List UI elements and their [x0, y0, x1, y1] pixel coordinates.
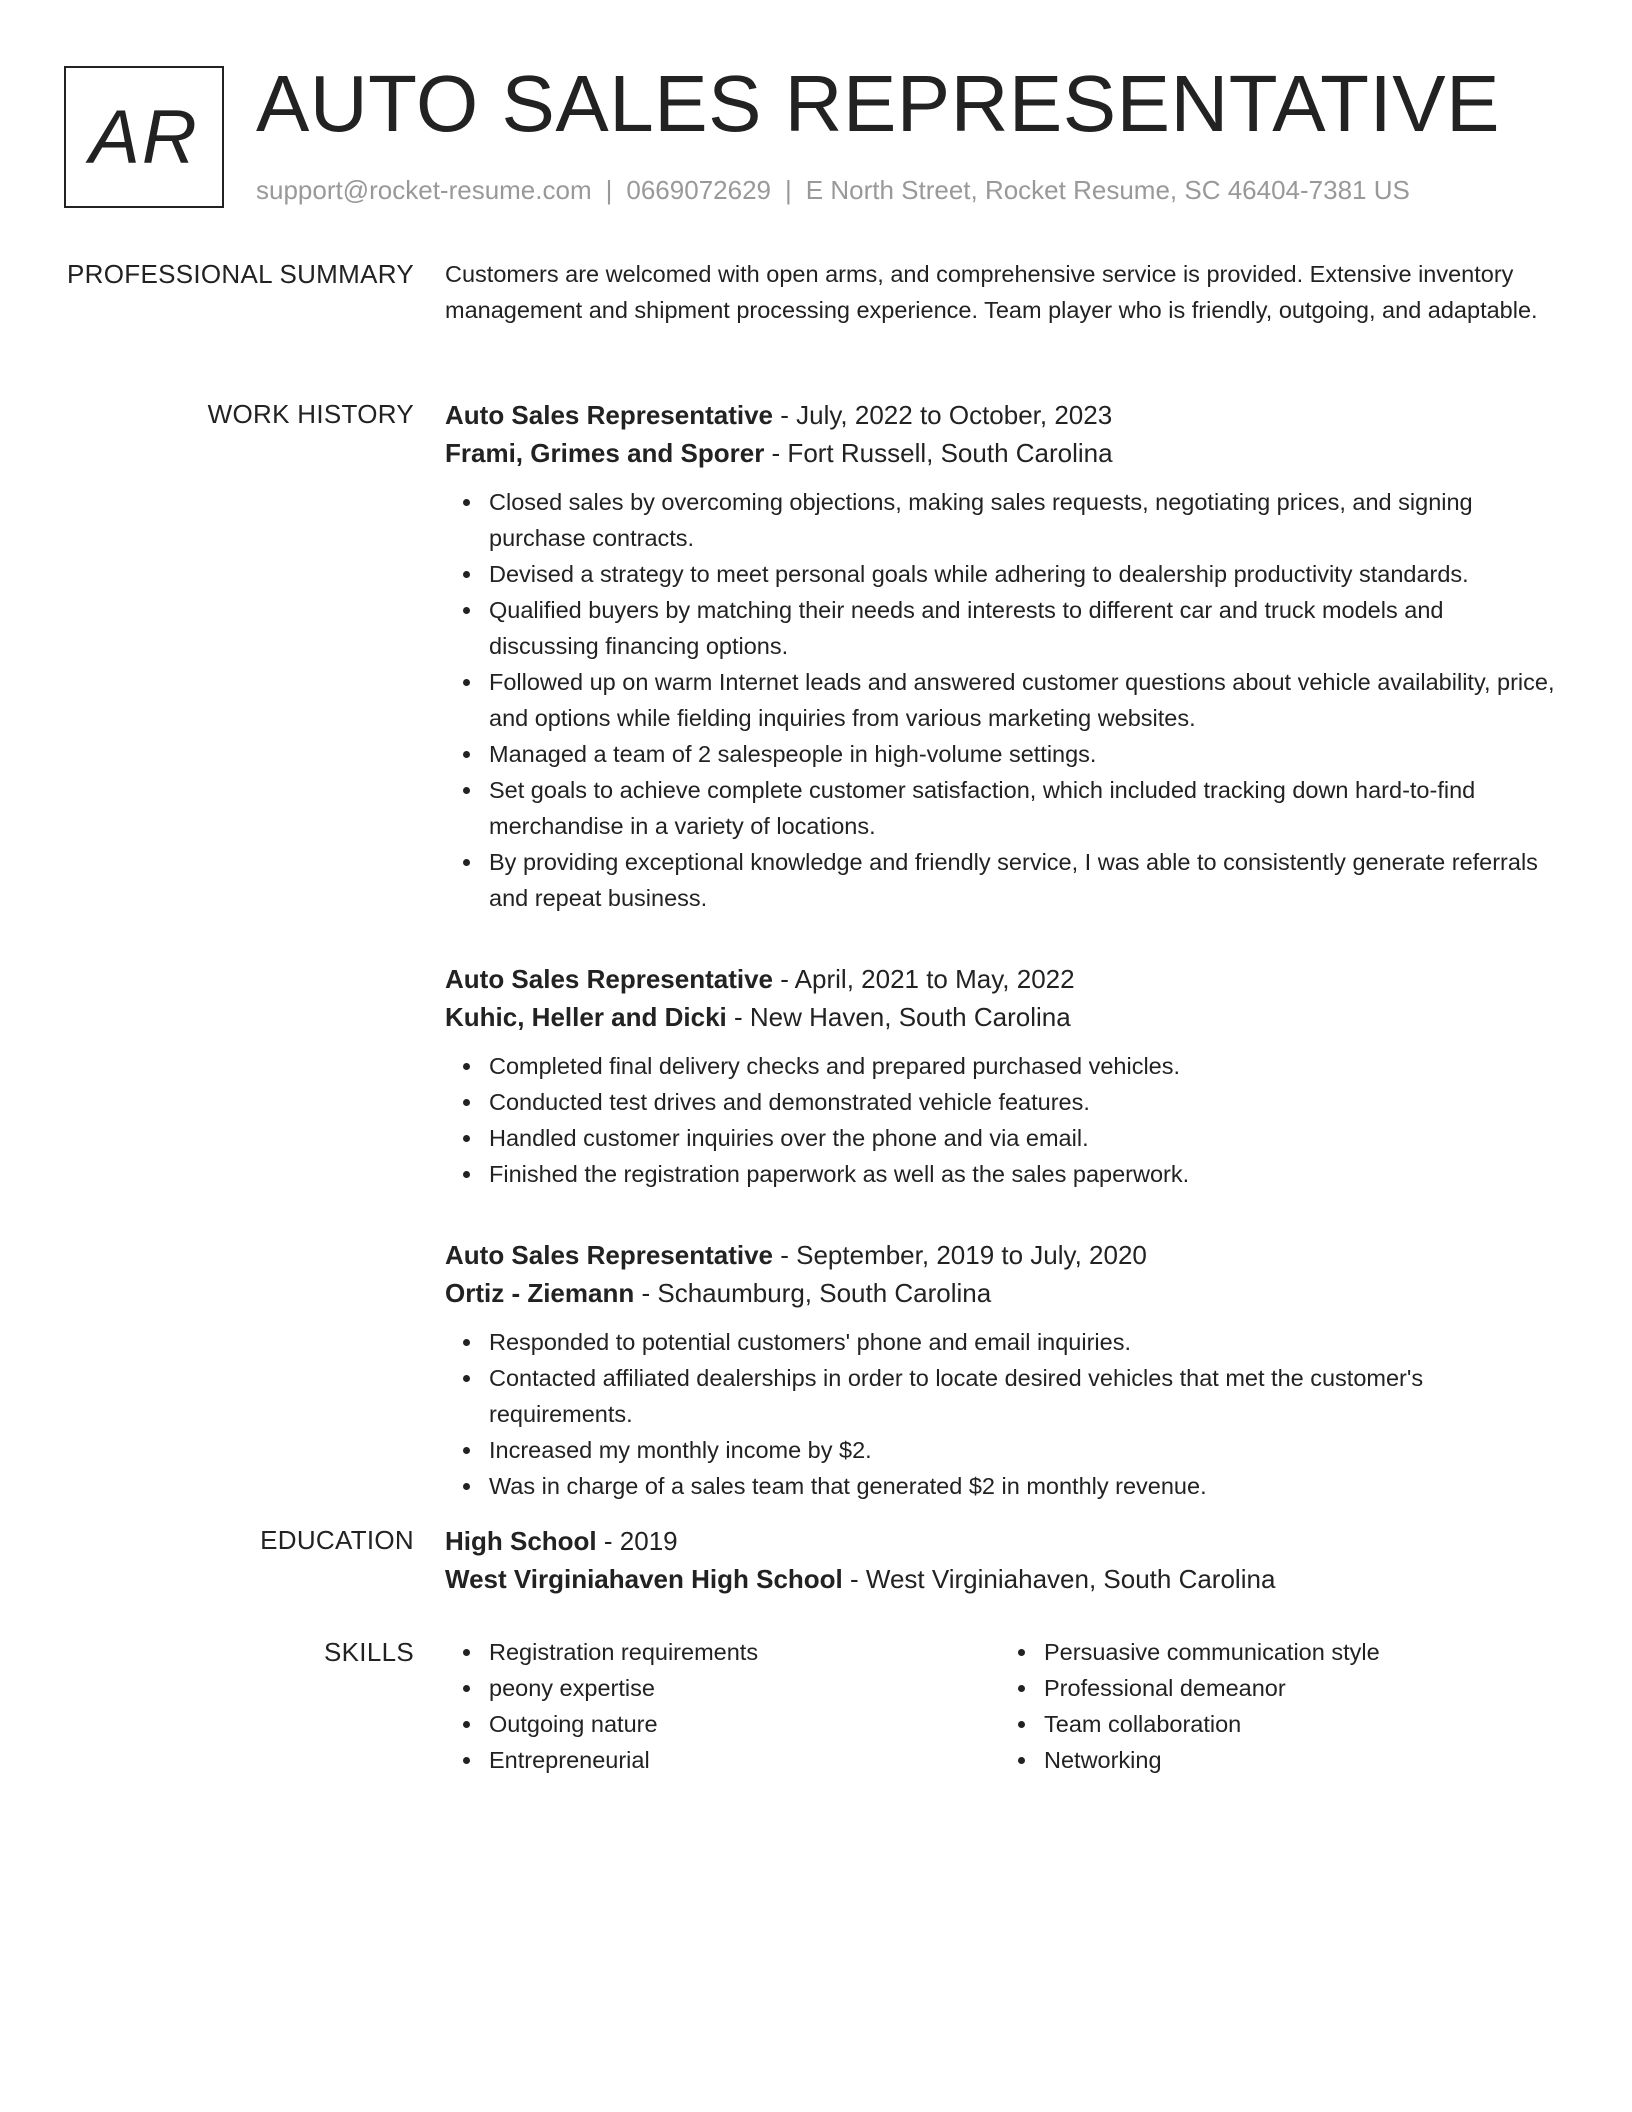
job-title: Auto Sales Representative	[445, 964, 774, 994]
contact-address: E North Street, Rocket Resume, SC 46404-7381 US	[805, 175, 1410, 205]
contact-separator: |	[785, 175, 792, 205]
contact-phone: 0669072629	[626, 175, 771, 205]
job-dates: - July, 2022 to October, 2023	[773, 400, 1113, 430]
job-bullet: Was in charge of a sales team that generated $2 in monthly revenue.	[489, 1468, 1555, 1504]
job-bullet: Managed a team of 2 salespeople in high-volume settings.	[489, 736, 1555, 772]
job-bullet: Increased my monthly income by $2.	[489, 1432, 1555, 1468]
job-company-line	[445, 1274, 1555, 1312]
job-title: Auto Sales Representative	[445, 400, 774, 430]
section-body	[445, 256, 1555, 328]
job-title-line	[445, 960, 1555, 998]
contact-separator: |	[605, 175, 613, 205]
education-degree: High School	[445, 1526, 597, 1556]
job-bullet: Followed up on warm Internet leads and answered customer questions about vehicle availability, price, and options while fielding inquiries from various marketing websites.	[489, 664, 1555, 736]
skill-item: Outgoing nature	[489, 1706, 1000, 1742]
skills-list-left	[445, 1634, 1000, 1778]
job-bullet: Responded to potential customers' phone and email inquiries.	[489, 1324, 1555, 1360]
job-location: - New Haven, South Carolina	[726, 1002, 1071, 1032]
job-bullet: Completed final delivery checks and prepared purchased vehicles.	[489, 1048, 1555, 1084]
job-dates: - September, 2019 to July, 2020	[773, 1240, 1147, 1270]
job-company: Kuhic, Heller and Dicki	[445, 1002, 727, 1032]
skill-item: Networking	[1044, 1742, 1555, 1778]
job-title: Auto Sales Representative	[445, 1240, 774, 1270]
skill-item: Team collaboration	[1044, 1706, 1555, 1742]
job-company: Frami, Grimes and Sporer	[445, 438, 765, 468]
job-bullet: Devised a strategy to meet personal goals while adhering to dealership productivity standards.	[489, 556, 1555, 592]
monogram-logo: AR	[64, 66, 224, 208]
job-title-line	[445, 1236, 1555, 1274]
job-company-line	[445, 998, 1555, 1036]
job-bullet: Set goals to achieve complete customer satisfaction, which included tracking down hard-to-find merchandise in a variety of locations.	[489, 772, 1555, 844]
job-bullet: Handled customer inquiries over the phone and via email.	[489, 1120, 1555, 1156]
skill-item: Persuasive communication style	[1044, 1634, 1555, 1670]
section-label: SKILLS	[324, 1637, 414, 1667]
job-company-line	[445, 434, 1555, 472]
job-title-line	[445, 396, 1555, 434]
summary-text: Customers are welcomed with open arms, and comprehensive service is provided. Extensive inventory management and shipment processing experience. Team player who is friendly, outgoing, and adaptable.	[445, 261, 1538, 323]
job-bullet-list	[445, 484, 1555, 916]
job-company: Ortiz - Ziemann	[445, 1278, 635, 1308]
job-bullet: Closed sales by overcoming objections, making sales requests, negotiating prices, and signing purchase contracts.	[489, 484, 1555, 556]
skills-columns	[445, 1634, 1555, 1778]
section-body	[445, 1522, 1555, 1598]
section-body	[445, 1634, 1555, 1778]
job-location: - Fort Russell, South Carolina	[764, 438, 1113, 468]
education-location: - West Virginiahaven, South Carolina	[842, 1564, 1276, 1594]
skill-item: peony expertise	[489, 1670, 1000, 1706]
job-list	[445, 396, 1555, 1504]
education-school-line	[445, 1560, 1555, 1598]
job-bullet: Conducted test drives and demonstrated vehicle features.	[489, 1084, 1555, 1120]
job-entry	[445, 960, 1555, 1192]
job-bullet-list	[445, 1324, 1555, 1504]
section-label: WORK HISTORY	[207, 399, 414, 429]
education-school: West Virginiahaven High School	[445, 1564, 843, 1594]
job-entry	[445, 1236, 1555, 1504]
skills-list-right	[1000, 1634, 1555, 1778]
job-location: - Schaumburg, South Carolina	[634, 1278, 992, 1308]
section-body	[445, 396, 1555, 1504]
contact-line	[256, 174, 1410, 206]
job-bullet-list	[445, 1048, 1555, 1192]
job-bullet: Finished the registration paperwork as well as the sales paperwork.	[489, 1156, 1555, 1192]
contact-email: support@rocket-resume.com	[256, 175, 592, 205]
education-year: - 2019	[596, 1526, 678, 1556]
skill-item: Professional demeanor	[1044, 1670, 1555, 1706]
job-entry	[445, 396, 1555, 916]
section-label: EDUCATION	[260, 1525, 414, 1555]
skill-item: Registration requirements	[489, 1634, 1000, 1670]
section-label: PROFESSIONAL SUMMARY	[67, 259, 414, 289]
job-bullet: Contacted affiliated dealerships in order to locate desired vehicles that met the customer's requirements.	[489, 1360, 1555, 1432]
resume-title: AUTO SALES REPRESENTATIVE	[256, 59, 1500, 148]
job-bullet: By providing exceptional knowledge and friendly service, I was able to consistently generate referrals and repeat business.	[489, 844, 1555, 916]
job-dates: - April, 2021 to May, 2022	[773, 964, 1075, 994]
skill-item: Entrepreneurial	[489, 1742, 1000, 1778]
job-bullet: Qualified buyers by matching their needs and interests to different car and truck models and discussing financing options.	[489, 592, 1555, 664]
education-degree-line	[445, 1522, 1555, 1560]
